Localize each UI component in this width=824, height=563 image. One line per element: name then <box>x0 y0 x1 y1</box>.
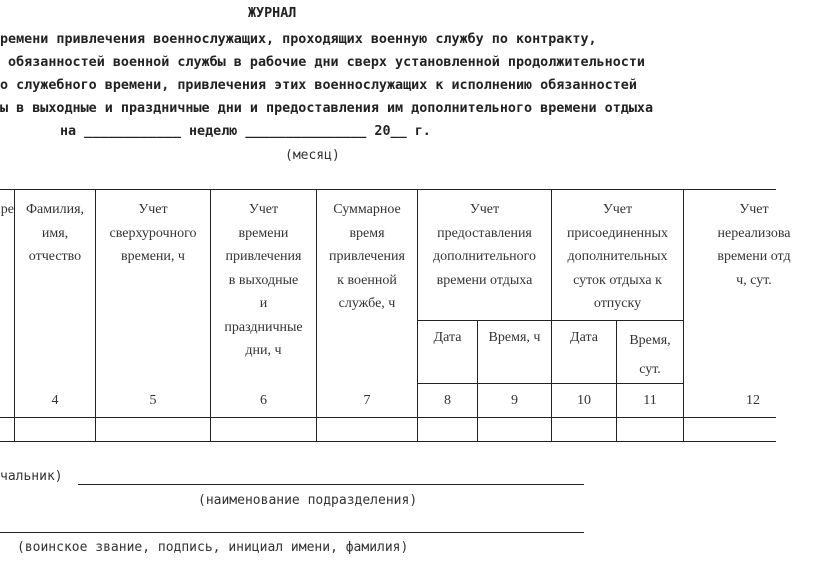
month-caption: (месяц) <box>285 148 340 163</box>
chief-signature-line <box>78 484 584 485</box>
rank-signature-caption: (воинское звание, подпись, инициал имени, фамилия) <box>17 540 409 555</box>
unit-name-caption: (наименование подразделения) <box>198 493 418 508</box>
header-col-5-overtime: Учет сверхурочного времени, ч <box>109 202 197 264</box>
col-number-10: 10 <box>577 393 591 408</box>
col-number-6: 6 <box>260 393 267 408</box>
header-col-12-unrealized: Учет нереализова времени отд ч, сут. <box>717 202 791 288</box>
header-col-10-date: Дата <box>570 330 598 345</box>
col-number-12: 12 <box>746 393 760 408</box>
col-number-8: 8 <box>444 393 451 408</box>
header-col-7-total: Суммарное время привлечения к военной службе, ч <box>329 202 405 311</box>
header-col-partial: ре <box>0 202 14 217</box>
col-number-7: 7 <box>363 393 371 408</box>
table-bottom-border <box>0 441 776 442</box>
journal-title: ЖУРНАЛ <box>248 6 297 21</box>
journal-heading-line-4: ы в выходные и праздничные дни и предоставления им дополнительного времени отдыха <box>0 101 654 116</box>
header-col-10-11-leave: Учет присоединенных дополнительных суток отдыха к отпуску <box>566 202 669 311</box>
journal-heading-line-3: о служебного времени, привлечения этих военнослужащих к исполнению обязанностей <box>0 78 637 93</box>
col-number-9: 9 <box>511 393 518 408</box>
col-number-11: 11 <box>643 393 657 408</box>
col-number-4: 4 <box>51 393 59 408</box>
journal-heading-line-1: ремени привлечения военнослужащих, проходящих военную службу по контракту, <box>0 32 597 47</box>
table-top-border <box>0 189 776 190</box>
period-line: на ____________ неделю _______________ 20__ г. <box>60 124 431 139</box>
col-number-5: 5 <box>149 393 157 408</box>
header-col-6-weekend: Учет времени привлечения в выходные и праздничные дни, ч <box>224 202 303 358</box>
header-col-4-name: Фамилия, имя, отчество <box>25 202 85 264</box>
chief-label: чальник) <box>0 469 71 484</box>
header-col-11-time: Время, сут. <box>629 333 671 377</box>
table-numbers-bottom-border <box>0 417 776 418</box>
header-col-8-9-rest: Учет предоставления дополнительного времени отдыха <box>433 202 536 288</box>
header-col-9-time: Время, ч <box>488 330 541 345</box>
table-subheader-border <box>417 320 683 321</box>
rank-signature-line <box>0 532 584 533</box>
journal-heading-line-2: обязанностей военной службы в рабочие дни сверх установленной продолжительности <box>0 55 645 70</box>
header-col-8-date: Дата <box>433 330 462 345</box>
